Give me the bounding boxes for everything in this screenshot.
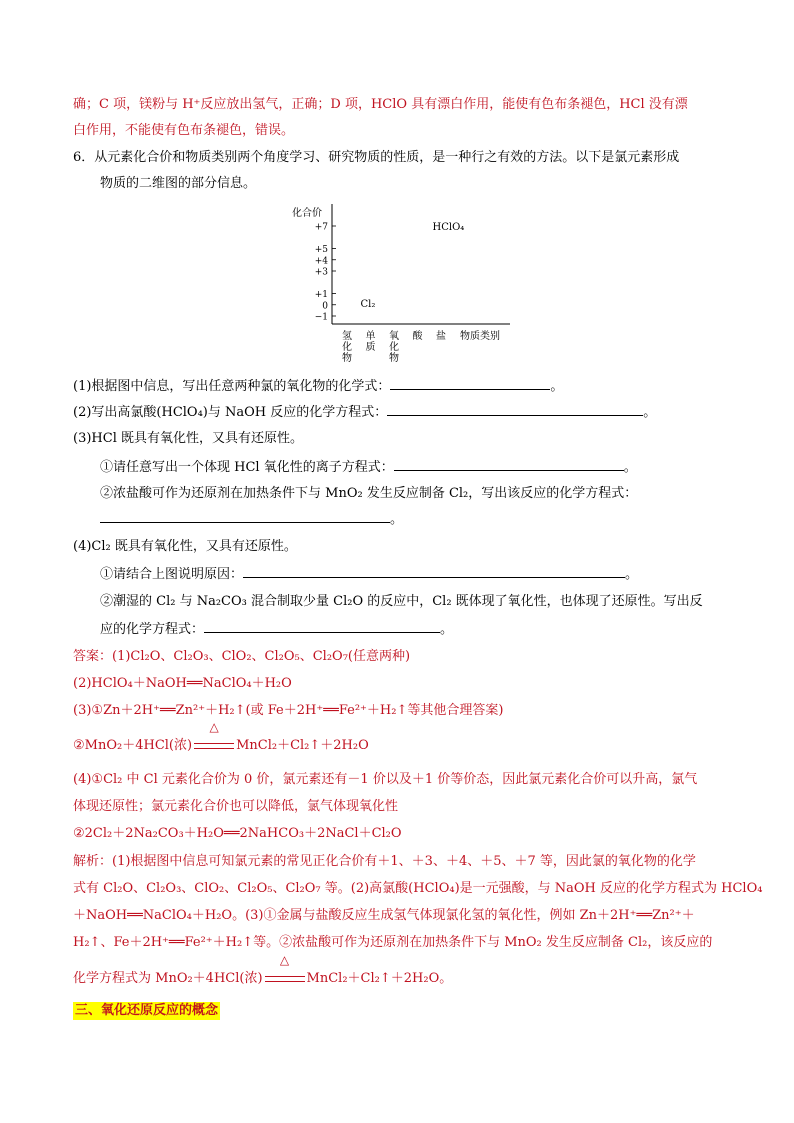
analysis-line-4: H₂↑、Fe＋2H⁺══Fe²⁺＋H₂↑等。②浓盐酸可作为还原剂在加热条件下与 MnO₂ 发生反应制备 Cl₂，该反应的 xyxy=(73,935,713,950)
point-label-cl2: Cl₂ xyxy=(360,298,376,310)
y-tick-label: +3 xyxy=(314,267,328,278)
question-6-3: (3)HCl 既具有氧化性，又具有还原性。 xyxy=(73,431,303,446)
y-tick-label: +1 xyxy=(314,290,328,300)
answer-3-2-right: MnCl₂＋Cl₂↑＋2H₂O xyxy=(236,738,369,753)
end-mark-2: 。 xyxy=(643,405,657,420)
question-6-3-2-answer xyxy=(100,510,403,529)
y-tick-label: +4 xyxy=(314,256,328,267)
end-mark-3a: 。 xyxy=(623,460,637,475)
prev-answer-line-2: 白作用，不能使有色布条褪色，错误。 xyxy=(73,123,295,138)
question-6-stem-cont: 物质的二维图的部分信息。 xyxy=(100,176,257,191)
x-category-char: 单 xyxy=(365,331,376,342)
y-tick-label: +5 xyxy=(314,245,328,255)
end-mark-4a: 。 xyxy=(625,567,639,582)
question-6-1 xyxy=(73,377,563,396)
y-tick-label: 0 xyxy=(322,301,328,312)
heat-triangle-icon: △ xyxy=(209,720,219,734)
answer-4-1-cont: 体现还原性；氯元素化合价也可以降低，氯气体现氧化性 xyxy=(73,799,399,814)
y-tick-labels xyxy=(315,223,336,323)
question-6-4-1 xyxy=(100,565,638,584)
analysis-line-2: 式有 Cl₂O、Cl₂O₃、ClO₂、Cl₂O₅、Cl₂O₇ 等。(2)高氯酸(HClO₄)是一元强酸，与 NaOH 反应的化学方程式为 HClO₄ xyxy=(73,881,763,896)
analysis-line-3: ＋NaOH══NaClO₄＋H₂O。(3)①金属与盐酸反应生成氢气体现氯化氢的氧化性，例如 Zn＋2H⁺══Zn²⁺＋ xyxy=(73,908,695,923)
analysis-line-1: 解析：(1)根据图中信息可知氯元素的常见正化合价有＋1、＋3、＋4、＋5、＋7 等，因此氯的氧化物的化学 xyxy=(73,854,696,869)
heating-condition xyxy=(194,720,234,749)
chart-ylabel: 化合价 xyxy=(292,208,322,219)
question-6-4-2-text: 应的化学方程式： xyxy=(100,622,205,637)
question-6-3-1 xyxy=(100,458,637,477)
x-category-char: 物 xyxy=(389,353,399,363)
section-heading: 三、氧化还原反应的概念 xyxy=(75,1003,219,1018)
question-6-1-text: (1)根据图中信息，写出任意两种氯的氧化物的化学式： xyxy=(73,379,391,394)
question-6-4: (4)Cl₂ 既具有氧化性，又具有还原性。 xyxy=(73,539,297,554)
valence-category-chart xyxy=(280,198,520,363)
answer-blank-1[interactable] xyxy=(390,377,550,390)
answer-blank-4b[interactable] xyxy=(204,620,440,633)
answer-2: (2)HClO₄＋NaOH══NaClO₄＋H₂O xyxy=(73,676,292,691)
equals-bars-2 xyxy=(265,976,305,982)
x-category-char: 物 xyxy=(342,353,352,363)
question-6-2-text: (2)写出高氯酸(HClO₄)与 NaOH 反应的化学方程式： xyxy=(73,405,388,420)
question-6-2 xyxy=(73,403,656,422)
y-tick-label: +7 xyxy=(314,222,328,233)
heating-condition-2 xyxy=(265,953,305,982)
x-category-char: 盐 xyxy=(436,331,446,342)
answer-3-1: (3)①Zn＋2H⁺══Zn²⁺＋H₂↑(或 Fe＋2H⁺══Fe²⁺＋H₂↑等其他合理答案) xyxy=(73,703,504,718)
prev-answer-line-1: 确；C 项，镁粉与 H⁺反应放出氢气，正确；D 项，HClO 具有漂白作用，能使有色布条褪色，HCl 没有漂 xyxy=(73,97,688,112)
x-category-char: 酸 xyxy=(412,331,423,342)
x-category-char: 化 xyxy=(389,342,399,353)
answer-1: 答案：(1)Cl₂O、Cl₂O₃、ClO₂、Cl₂O₅、Cl₂O₇(任意两种) xyxy=(73,649,411,664)
analysis-line-5-right: MnCl₂＋Cl₂↑＋2H₂O。 xyxy=(306,971,453,986)
end-mark-3b: 。 xyxy=(390,512,404,527)
question-6-stem: 6．从元素化合价和物质类别两个角度学习、研究物质的性质，是一种行之有效的方法。以下是氯元素形成 xyxy=(73,150,680,165)
x-category-char: 化 xyxy=(342,342,352,353)
x-category-labels xyxy=(342,329,446,363)
x-category-char: 质 xyxy=(365,342,376,353)
question-6-4-2: ②潮湿的 Cl₂ 与 Na₂CO₃ 混合制取少量 Cl₂O 的反应中，Cl₂ 既体现了氧化性，也体现了还原性。写出反 xyxy=(100,594,703,609)
question-6-4-1-text: ①请结合上图说明原因： xyxy=(100,567,244,582)
question-6-4-2-cont xyxy=(100,620,453,639)
end-mark-4b: 。 xyxy=(440,622,454,637)
answer-3-2 xyxy=(73,720,369,755)
x-category-char: 氢 xyxy=(342,331,352,342)
analysis-line-5-left: 化学方程式为 MnO₂＋4HCl(浓) xyxy=(73,971,263,986)
chart-xlabel: 物质类别 xyxy=(460,331,500,342)
answer-blank-2[interactable] xyxy=(387,403,643,416)
answer-blank-4a[interactable] xyxy=(243,565,625,578)
question-6-3-2: ②浓盐酸可作为还原剂在加热条件下与 MnO₂ 发生反应制备 Cl₂，写出该反应的化学方程式： xyxy=(100,486,638,501)
answer-3-2-left: ②MnO₂＋4HCl(浓) xyxy=(73,738,193,753)
answer-blank-3a[interactable] xyxy=(394,458,624,471)
analysis-line-5 xyxy=(73,953,453,988)
answer-4-1: (4)①Cl₂ 中 Cl 元素化合价为 0 价，氯元素还有－1 价以及＋1 价等价态，因此氯元素化合价可以升高，氯气 xyxy=(73,772,698,787)
question-6-3-1-text: ①请任意写出一个体现 HCl 氧化性的离子方程式： xyxy=(100,460,394,475)
x-category-char: 氧 xyxy=(389,331,399,342)
end-mark-1: 。 xyxy=(550,379,564,394)
answer-4-2: ②2Cl₂＋2Na₂CO₃＋H₂O══2NaHCO₃＋2NaCl＋Cl₂O xyxy=(73,826,402,841)
answer-blank-3b[interactable] xyxy=(100,510,390,523)
y-tick-label: −1 xyxy=(314,312,328,323)
heat-triangle-icon-2: △ xyxy=(279,953,290,967)
point-label-hclo4: HClO₄ xyxy=(432,222,465,233)
equals-bars xyxy=(194,743,234,749)
